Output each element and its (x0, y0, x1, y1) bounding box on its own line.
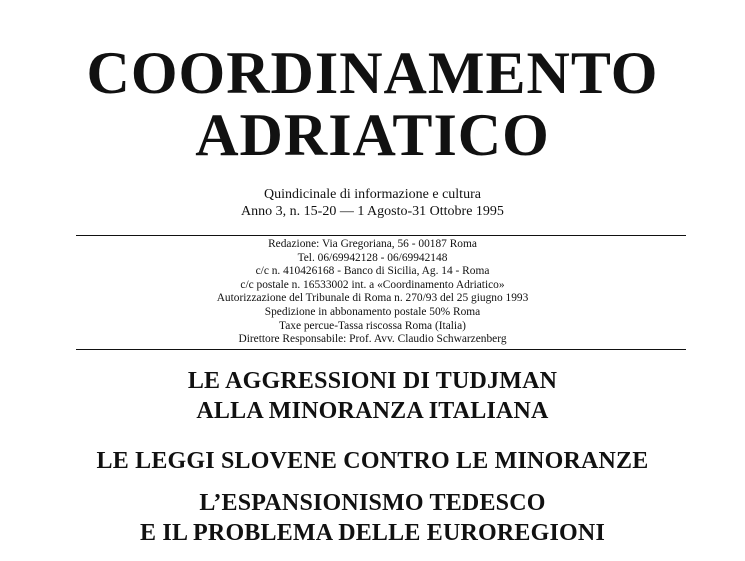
top-divider (76, 235, 686, 236)
headline-line: LE AGGRESSIONI DI TUDJMAN (187, 368, 558, 394)
masthead-line-1: COORDINAMENTO (86, 40, 659, 106)
editorial-info-block (0, 238, 745, 347)
headline-line: L’ESPANSIONISMO TEDESCO (199, 490, 546, 516)
headline-line: E IL PROBLEMA DELLE EUROREGIONI (140, 520, 605, 546)
headline-slovene-laws (0, 446, 745, 476)
masthead-title (0, 42, 745, 166)
info-line: c/c postale n. 16533002 int. a «Coordinamento Adriatico» (240, 278, 505, 291)
info-line: Spedizione in abbonamento postale 50% Roma (264, 305, 481, 318)
info-line: Autorizzazione del Tribunale di Roma n. 270/93 del 25 giugno 1993 (216, 292, 529, 305)
headline-tudjman (0, 366, 745, 426)
info-line: Taxe percue-Tassa riscossa Roma (Italia) (279, 319, 466, 332)
headline-german-expansionism (0, 488, 745, 548)
info-line: Redazione: Via Gregoriana, 56 - 00187 Roma (268, 238, 477, 250)
publication-subtitle (0, 186, 745, 220)
bottom-divider (76, 349, 686, 350)
headline-line: ALLA MINORANZA ITALIANA (196, 398, 549, 424)
info-line: c/c n. 410426168 - Banco di Sicilia, Ag. 14 - Roma (255, 265, 490, 278)
info-line: Tel. 06/69942128 - 06/69942148 (297, 251, 448, 264)
masthead-line-2: ADRIATICO (195, 102, 550, 168)
publication-frequency: Quindicinale di informazione e cultura (264, 187, 481, 202)
issue-info: Anno 3, n. 15-20 — 1 Agosto-31 Ottobre 1995 (241, 204, 504, 219)
headline-line: LE LEGGI SLOVENE CONTRO LE MINORANZE (96, 448, 649, 474)
info-line: Direttore Responsabile: Prof. Avv. Claudio Schwarzenberg (238, 333, 507, 346)
